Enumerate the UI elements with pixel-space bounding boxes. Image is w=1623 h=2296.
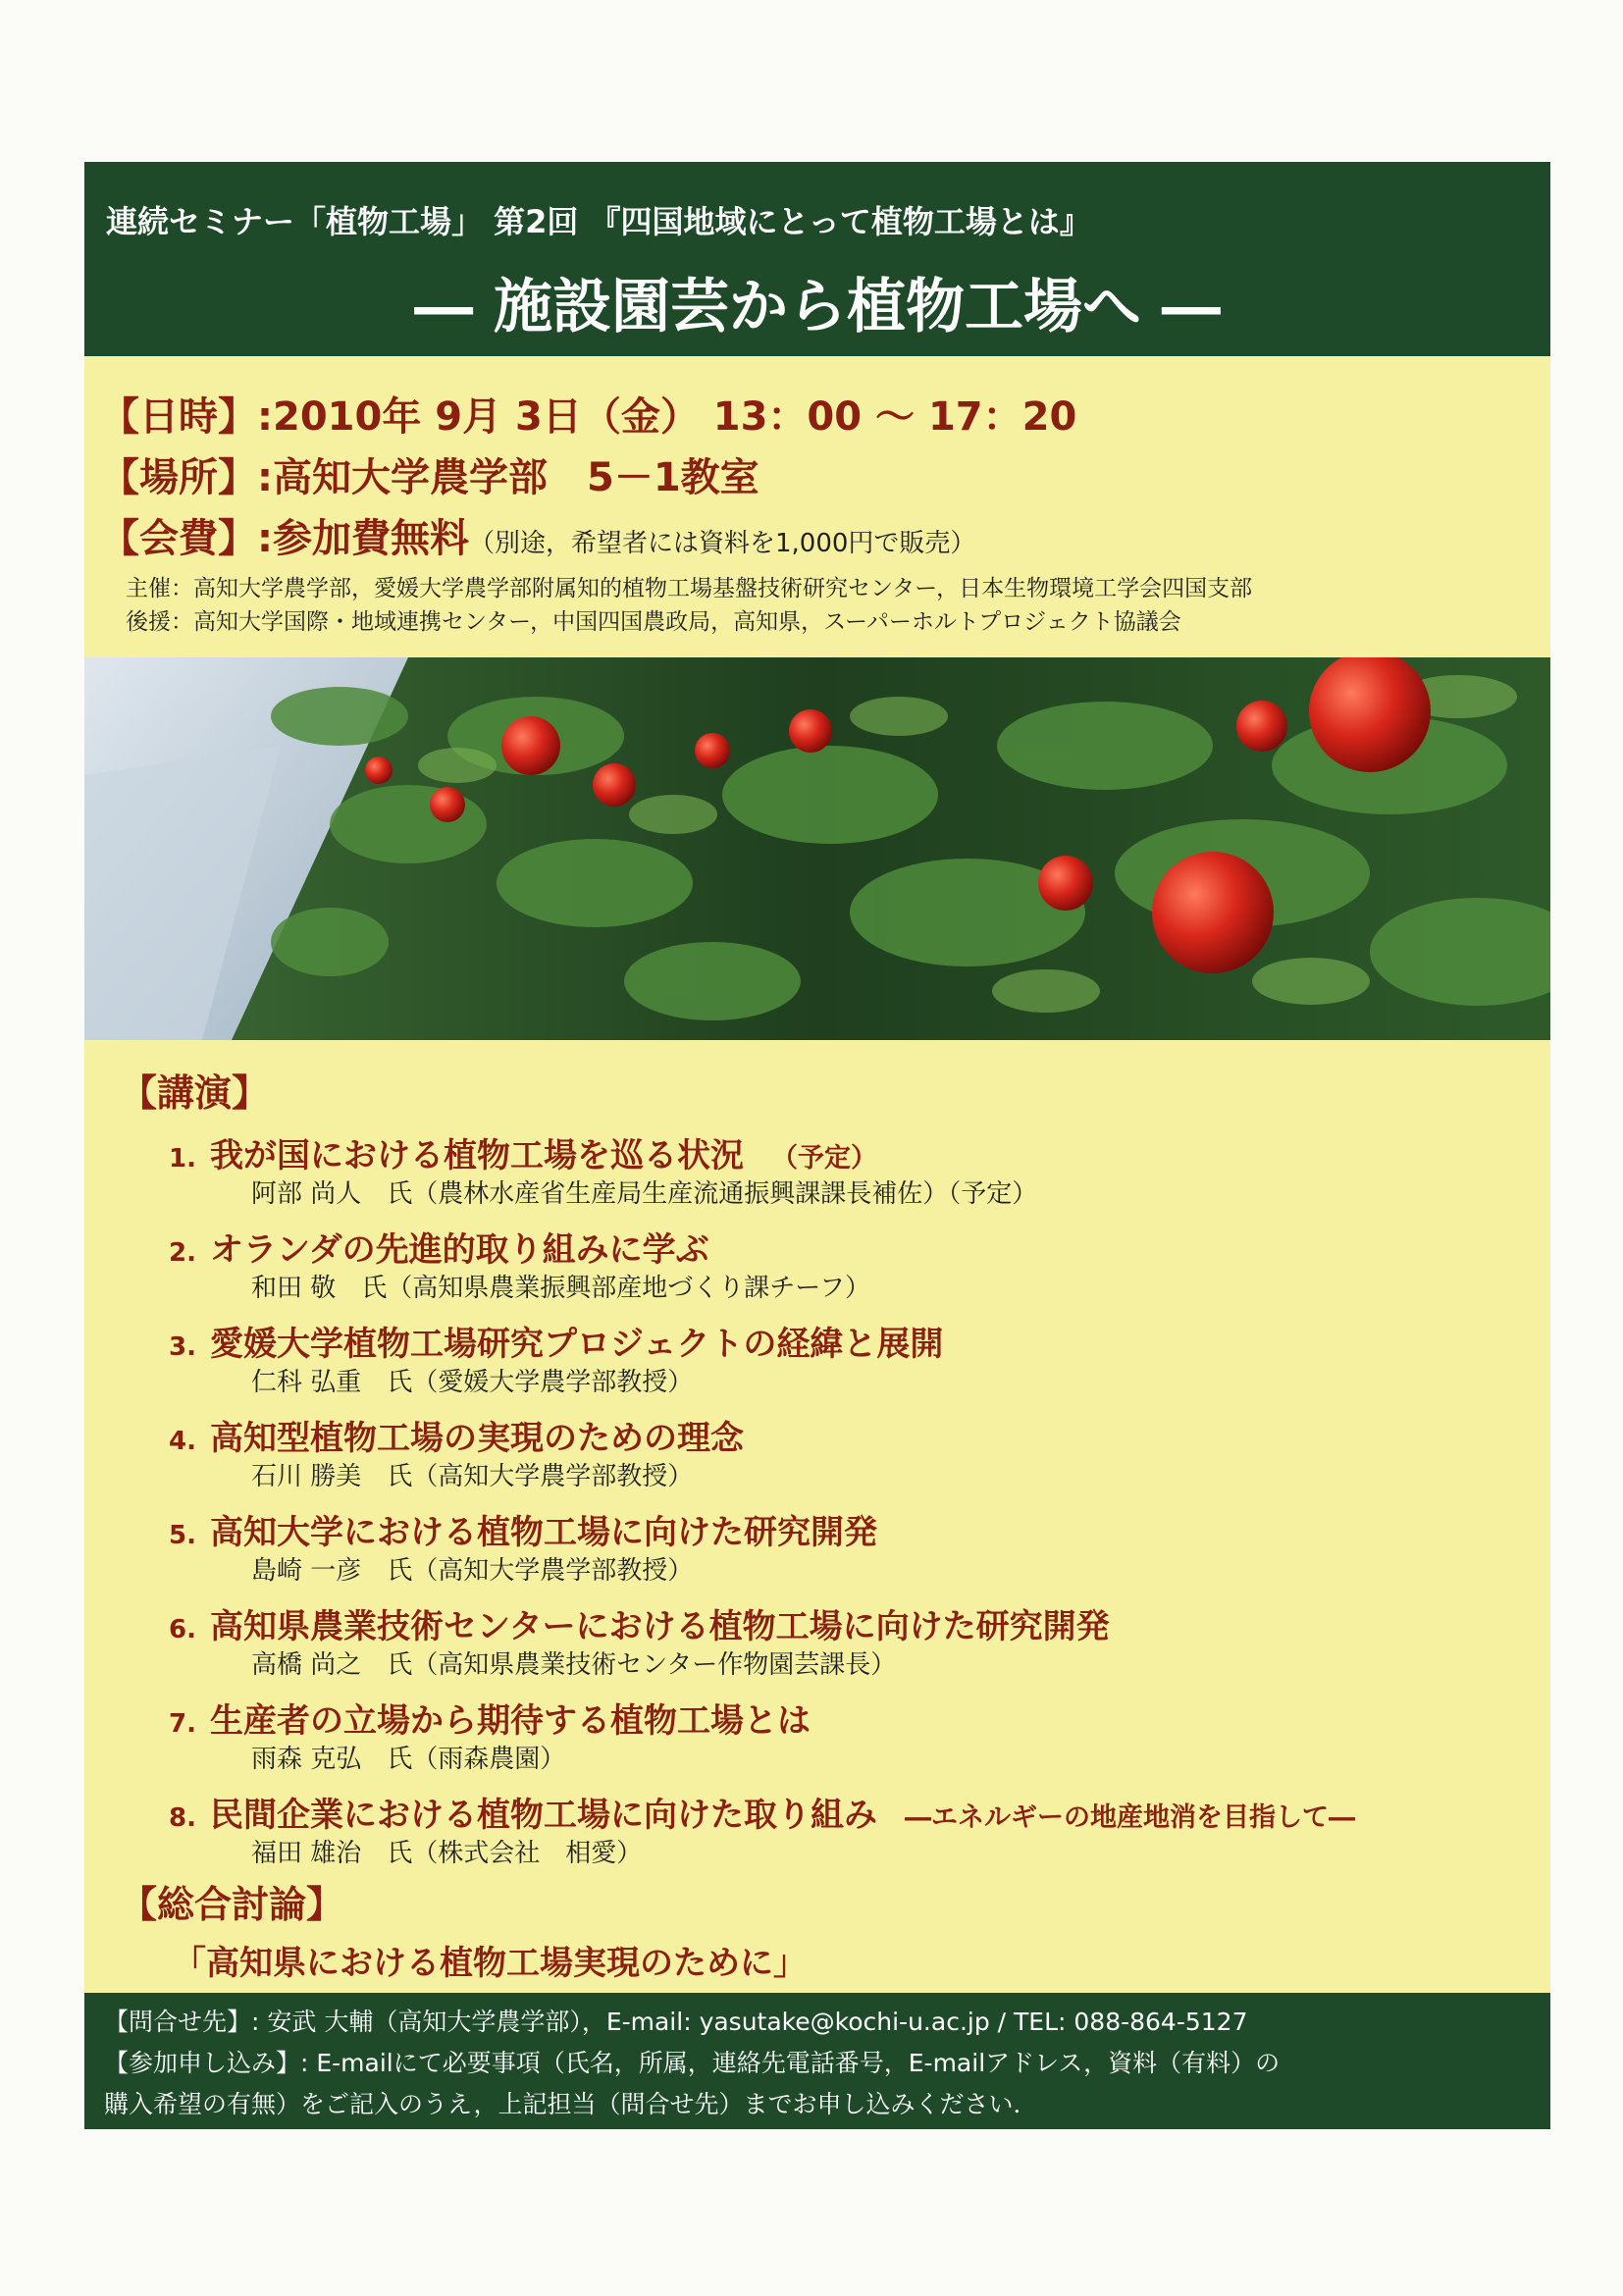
- lecture-number: 5.: [169, 1521, 196, 1550]
- lecture-speaker: 島崎 一彦 氏（高知大学農学部教授）: [251, 1556, 694, 1586]
- lecture-title: [143, 1411, 744, 1459]
- date-label: 【日時】:: [100, 394, 273, 440]
- series-title: 連続セミナー「植物工場」 第2回 『四国地域にとって植物工場とは』: [106, 203, 1091, 240]
- seminar-poster: [84, 162, 1550, 2129]
- fee-value: 参加費無料: [273, 516, 469, 561]
- lecture-title: [143, 1317, 943, 1365]
- lecture-number: 4.: [169, 1427, 196, 1456]
- organizer: 主催：高知大学農学部，愛媛大学農学部附属知的植物工場基盤技術研究センター，日本生物環境工学会四国支部: [126, 576, 1253, 601]
- date-row: [100, 386, 1076, 442]
- poster-header: [84, 162, 1550, 356]
- apply-info-line1: 【参加申し込み】: E-mailにて必要事項（氏名，所属，連絡先電話番号，E-mailアドレス，資料（有料）の: [104, 2049, 1281, 2077]
- place-label: 【場所】:: [100, 455, 273, 500]
- lecture-number: 8.: [169, 1803, 196, 1833]
- lecture-number: 6.: [169, 1615, 196, 1644]
- lecture-number: 2.: [169, 1238, 196, 1268]
- lecture-title: [143, 1223, 709, 1271]
- lecture-title: [143, 1505, 877, 1553]
- lecture-number: 1.: [169, 1144, 196, 1174]
- fee-note: （別途，希望者には資料を1,000円で販売）: [469, 529, 976, 558]
- discussion-heading: 【総合討論】: [120, 1883, 344, 1926]
- main-title: ― 施設園芸から植物工場へ ―: [414, 273, 1221, 341]
- lecture-speaker: 高橋 尚之 氏（高知県農業技術センター作物園芸課長）: [251, 1650, 897, 1680]
- date-value: 2010年 9月 3日（金） 13：00 ～ 17：20: [273, 394, 1077, 440]
- lecture-title-text: 高知型植物工場の実現のための理念: [210, 1419, 744, 1458]
- lecture-speaker: 仁科 弘重 氏（愛媛大学農学部教授）: [251, 1368, 694, 1397]
- contact-info: 【問合せ先】: 安武 大輔（高知大学農学部），E-mail: yasutake@kochi-u.ac.jp / TEL: 088-864-5127: [104, 2008, 1248, 2036]
- lecture-title-text: 我が国における植物工場を巡る状況: [210, 1136, 744, 1175]
- supporter: 後援：高知大学国際・地域連携センター，中国四国農政局，高知県，スーパーホルトプロジェクト協議会: [126, 609, 1181, 635]
- lecture-title-text: 高知大学における植物工場に向けた研究開発: [210, 1513, 877, 1552]
- lecture-title-text: オランダの先進的取り組みに学ぶ: [210, 1230, 709, 1270]
- poster-footer: [84, 1993, 1550, 2129]
- place-value: 高知大学農学部 5－1教室: [273, 455, 759, 500]
- lecture-speaker: 石川 勝美 氏（高知大学農学部教授）: [251, 1462, 694, 1491]
- lecture-title: [143, 1788, 1355, 1836]
- lecture-speaker: 福田 雄治 氏（株式会社 相愛）: [251, 1839, 643, 1868]
- lecture-title-note: ―エネルギーの地産地消を目指して―: [905, 1802, 1355, 1833]
- lecture-number: 3.: [169, 1332, 196, 1362]
- fee-label: 【会費】:: [100, 516, 273, 561]
- lecture-title-text: 愛媛大学植物工場研究プロジェクトの経緯と展開: [210, 1325, 944, 1364]
- apply-info-line2: 購入希望の有無）をご記入のうえ，上記担当（問合せ先）までお申し込みください．: [104, 2090, 1038, 2118]
- lecture-title-text: 生産者の立場から期待する植物工場とは: [210, 1701, 811, 1741]
- place-row: [100, 446, 759, 502]
- lecture-speaker: 雨森 克弘 氏（雨森農園）: [251, 1745, 566, 1774]
- lecture-speaker: 阿部 尚人 氏（農林水産省生産局生産流通振興課課長補佐）（予定）: [251, 1179, 1038, 1209]
- lecture-title-text: 高知県農業技術センターにおける植物工場に向けた研究開発: [210, 1607, 1110, 1646]
- tomato-greenhouse-photo: [84, 657, 1550, 1040]
- lectures-heading: 【講演】: [120, 1071, 270, 1115]
- lecture-title-note: （予定）: [771, 1143, 877, 1174]
- lecture-title: [143, 1694, 811, 1742]
- lecture-title: [143, 1599, 1110, 1647]
- lecture-title: [143, 1128, 877, 1176]
- lecture-speaker: 和田 敬 氏（高知県農業振興部産地づくり課チーフ）: [251, 1274, 870, 1303]
- fee-row: [100, 507, 975, 563]
- lecture-title-text: 民間企業における植物工場に向けた取り組み: [210, 1796, 877, 1835]
- discussion-theme: 「高知県における植物工場実現のために」: [173, 1944, 807, 1983]
- lecture-number: 7.: [169, 1709, 196, 1739]
